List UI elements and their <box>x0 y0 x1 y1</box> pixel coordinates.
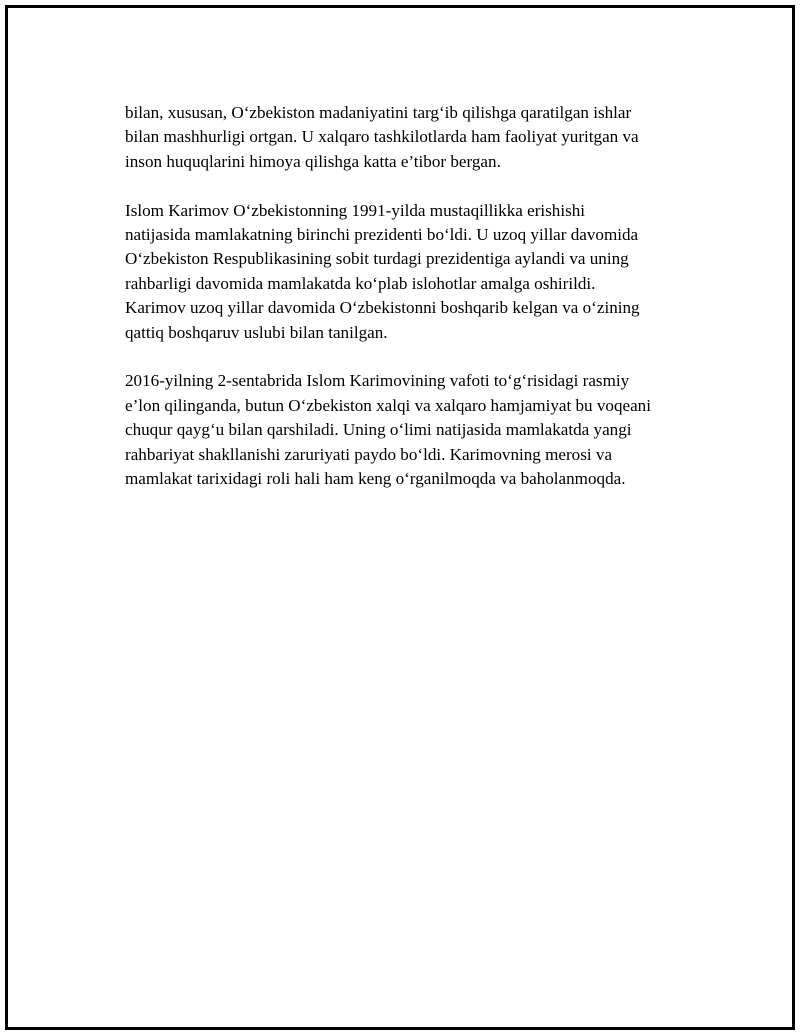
text-line: mamlakat tarixidagi roli hali ham keng o‘rganilmoqda va baholanmoqda. <box>125 469 626 489</box>
text-line: Karimov uzoq yillar davomida O‘zbekistonni boshqarib kelgan va o‘zining <box>125 298 640 318</box>
text-line: bilan, xususan, O‘zbekiston madaniyatini targ‘ib qilishga qaratilgan ishlar <box>125 103 632 122</box>
text-line: qattiq boshqaruv uslubi bilan tanilgan. <box>125 322 388 342</box>
paragraph-1 <box>125 101 715 174</box>
document-body <box>125 101 715 516</box>
text-line: bilan mashhurligi ortgan. U xalqaro tashkilotlarda ham faoliyat yuritgan va <box>125 127 639 147</box>
text-line: 2016-yilning 2-sentabrida Islom Karimovining vafoti to‘g‘risidagi rasmiy <box>125 371 630 391</box>
paragraph-2 <box>125 199 715 345</box>
text-line: rahbarligi davomida mamlakatda ko‘plab islohotlar amalga oshirildi. <box>125 273 596 293</box>
text-line: rahbariyat shakllanishi zaruriyati paydo bo‘ldi. Karimovning merosi va <box>125 444 613 464</box>
text-line: O‘zbekiston Respublikasining sobit turdagi prezidentiga aylandi va uning <box>125 249 629 269</box>
paragraph-3 <box>125 369 715 491</box>
text-line: Islom Karimov O‘zbekistonning 1991-yilda mustaqillikka erishishi <box>125 200 586 220</box>
text-line: e’lon qilinganda, butun O‘zbekiston xalqi va xalqaro hamjamiyat bu voqeani <box>125 395 651 415</box>
page-frame <box>5 5 795 1030</box>
text-line: natijasida mamlakatning birinchi prezidenti bo‘ldi. U uzoq yillar davomida <box>125 225 639 245</box>
text-line: inson huquqlarini himoya qilishga katta e’tibor bergan. <box>125 151 501 171</box>
text-line: chuqur qayg‘u bilan qarshiladi. Uning o‘limi natijasida mamlakatda yangi <box>125 420 632 440</box>
